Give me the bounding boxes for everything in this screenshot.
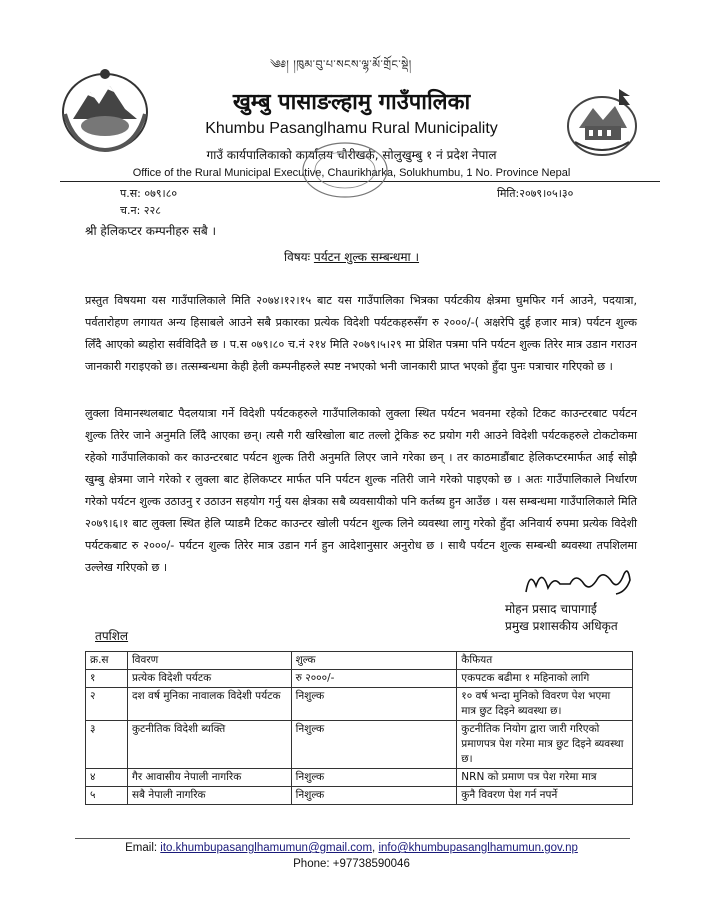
letter-ps-number: प.स: ०७९।८० [120,187,178,200]
table-header-cell: कैफियत [457,652,633,670]
table-cell: निशुल्क [291,769,457,787]
table-cell: रु २०००/- [291,670,457,688]
table-row [86,769,633,787]
table-cell: दश वर्ष मुनिका नावालक विदेशी पर्यटक [127,688,291,721]
office-address-np: गाउँ कार्यपालिकाको कार्यालय चौरीखर्क, सोलुखुम्बु १ नं प्रदेश नेपाल [206,148,497,162]
subject-line [0,248,703,265]
table-cell: ५ [86,787,128,805]
table-cell: कुटनीतिक विदेशी ब्यक्ति [127,721,291,769]
signatory-title: प्रमुख प्रशासकीय अधिकृत [505,619,618,633]
municipality-title-en: Khumbu Pasanglhamu Rural Municipality [205,120,498,137]
recipient: श्री हेलिकप्टर कम्पनीहरु सबै । [85,224,217,238]
table-cell: ३ [86,721,128,769]
email-link-gov[interactable]: info@khumbupasanglhamumun.gov.np [378,842,578,854]
table-row [86,688,633,721]
table-cell: कुटनीतिक नियोग द्वारा जारी गरिएको प्रमाणपत्र पेश गरेमा मात्र छुट दिइने ब्यवस्था छ। [457,721,633,769]
handwritten-signature-icon [520,562,635,600]
fee-table [85,651,633,805]
table-cell: गैर आवासीय नेपाली नागरिक [127,769,291,787]
office-stamp-icon [300,140,390,200]
table-cell: एकपटक बढीमा १ महिनाको लागि [457,670,633,688]
table-cell: प्रत्येक विदेशी पर्यटक [127,670,291,688]
municipality-title-np: खुम्बु पासाङल्हामु गाउँपालिका [232,90,471,115]
table-cell: कुनै विवरण पेश गर्न नपर्ने [457,787,633,805]
email-link-gmail[interactable]: ito.khumbupasanglhamumun@gmail.com [160,842,373,854]
table-header-row [86,652,633,670]
table-cell: ४ [86,769,128,787]
subject-label: विषयः [283,250,311,264]
body-paragraph-2: लुक्ला विमानस्थलबाट पैदलयात्रा गर्ने विदेशी पर्यटकहरुले गाउँपालिकाको लुक्ला स्थित पर्यटन भवनमा रहेको टिकट काउन्टरबाट पर्यटन शुल्क तिरेर जाने अनुमति लिँदै आएका छन्। त्यसै गरी खरिखोला बाट तल्लो ट्रेकिङ रुट प्रयोग गरी आउने विदेशी पर्यटकहरुले टोकटोकमा रहेको गाउँपालिकाको कर काउन्टरबाट पर्यटन शुल्क तिरी अनुमति लिएर जाने गरेका छन् । तर काठमाडौंबाट हेलिकप्टरमार्फत आई सोझै खुम्बु क्षेत्रमा जाने गरेको र लुक्ला बाट हेलिकप्टर मार्फत पनि पर्यटन शुल्क नतिरी जाने गरेको पाइएको छ । अतः गाउँपालिकाले निर्धारण गरेको पर्यटन शुल्क उठाउनु र उठाउन सहयोग गर्नु यस क्षेत्रका सबै व्यवसायीको पनि कर्तब्य हुन आउँछ । यस सम्बन्धमा गाउँपालिकाले मिति २०७९।६।१ बाट लुक्ला स्थित हेलि प्याडमै टिकट काउन्टर खोली पर्यटन शुल्क लिने व्यवस्था लागु गरेको हुँदा अनिवार्य रुपमा प्रत्येक विदेशी पर्यटकबाट रु २०००/- पर्यटन शुल्क तिरेर मात्र उडान गर्न हुन आदेशानुसार अनुरोध छ । साथै पर्यटन शुल्क सम्बन्धी ब्यवस्था तपशिलमा उल्लेख गरिएको छ । [85,407,637,574]
subject-text: पर्यटन शुल्क सम्बन्धमा । [313,250,420,264]
body-paragraph-1: प्रस्तुत विषयमा यस गाउँपालिकाले मिति २०७४।१२।१५ बाट यस गाउँपालिका भित्रका पर्यटकीय क्षेत्रमा घुमफिर गर्न आउने, पदयात्रा, पर्वतारोहण लगायत अन्य हिसाबले आउने सबै प्रकारका प्रत्येक विदेशी पर्यटकहरुसँग रु २०००/-( अक्षरेपि दुई हजार मात्र) पर्यटन शुल्क लिँदै आएको ब्यहोरा सर्वविदितै छ । प.स ०७९।८० च.नं २१४ मिति २०७९।५।२९ मा प्रेशित पत्रमा पनि पर्यटन शुल्क तिरेर मात्र उडान गराउन जानकारी गराइएको छ। तत्सम्बन्धमा केही हेली कम्पनीहरुले स्पष्ट नभएको भनी जानकारी प्राप्त भएको हुँदा पुनः पत्राचार गरिएको छ । [85,294,637,373]
table-header-cell: क्र.स [86,652,128,670]
table-cell: सबै नेपाली नागरिक [127,787,291,805]
table-row [86,787,633,805]
office-address-en: Office of the Rural Municipal Executive, Chaurikharka, Solukhumbu, 1 No. Province Nepal [132,167,571,179]
tibetan-header-text: ༄༅། །ཁུམ་བུ་པ་སངས་ལྷ་མོ་གྲོང་སྡེ། [270,58,412,71]
footer-divider [75,838,630,839]
table-cell: २ [86,688,128,721]
table-cell: १ [86,670,128,688]
table-cell: निशुल्क [291,787,457,805]
letter-date: मिति:२०७९।०५।३० [497,187,574,200]
email-separator: , [372,842,376,854]
table-cell: निशुल्क [291,721,457,769]
footer-phone: Phone: +97738590046 [293,858,410,870]
signatory-name: मोहन प्रसाद चापागाईं [505,602,597,616]
footer-email-line [0,842,703,854]
table-cell: १० वर्ष भन्दा मुनिको विवरण पेश भएमा मात्र छुट दिइने ब्यवस्था छ। [457,688,633,721]
table-header-cell: शुल्क [291,652,457,670]
table-row [86,670,633,688]
table-header-cell: विवरण [127,652,291,670]
table-cell: निशुल्क [291,688,457,721]
table-heading: तपशिल [95,629,129,643]
table-row [86,721,633,769]
email-label: Email: [125,842,158,854]
letter-chn-number: च.न: २२८ [120,204,161,217]
table-cell: NRN को प्रमाण पत्र पेश गरेमा मात्र [457,769,633,787]
